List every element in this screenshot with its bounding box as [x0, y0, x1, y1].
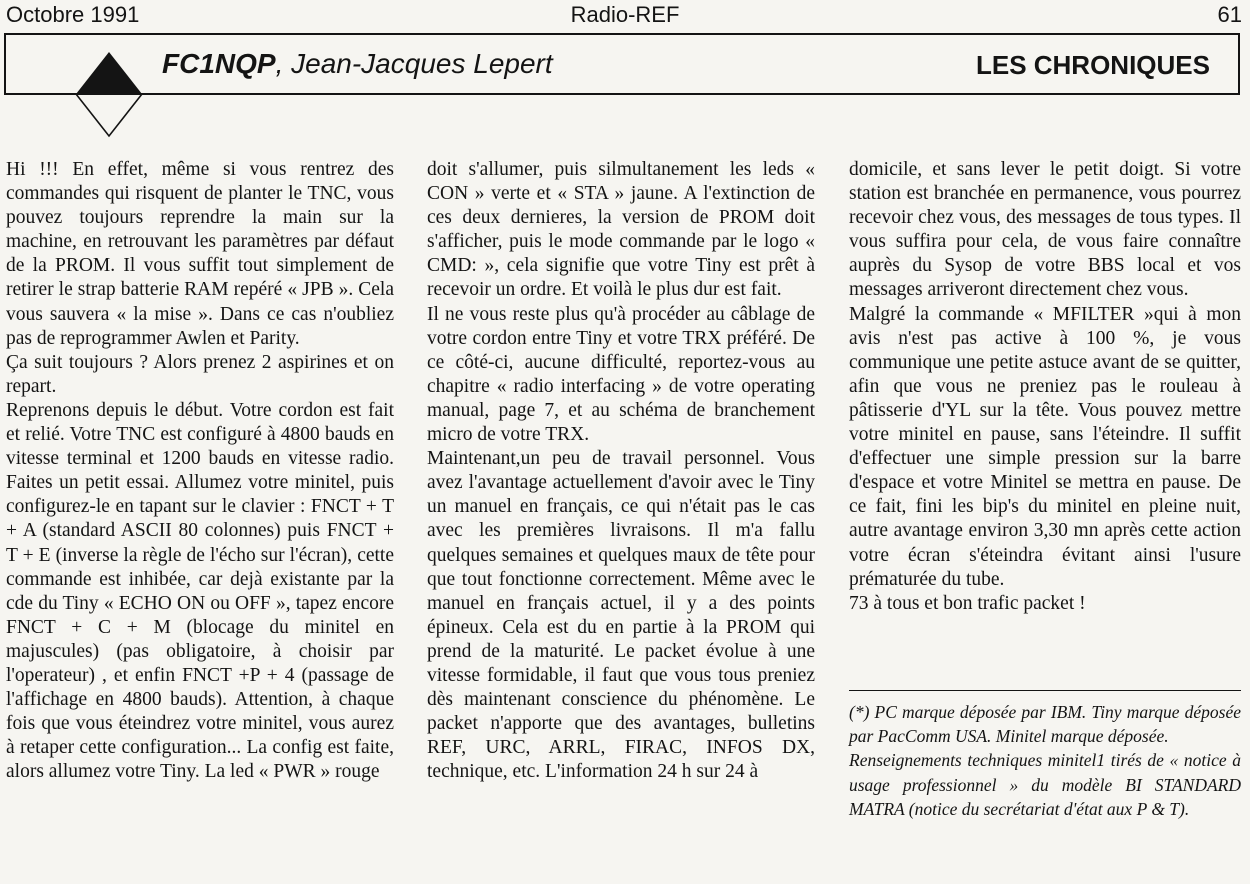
author-line [162, 47, 553, 81]
paragraph: Il ne vous reste plus qu'à procéder au câblage de votre cordon entre Tiny et votre TRX préféré. De ce côté-ci, aucune difficulté, reportez-vous au chapitre « radio interfacing » de votre operating manual, page 7, et au schéma de branchement micro de votre TRX. [427, 303, 815, 446]
author-callsign: FC1NQP [162, 48, 276, 79]
issue-date: Octobre 1991 [6, 2, 140, 27]
paragraph: doit s'allumer, puis silmultanement les leds « CON » verte et « STA » jaune. A l'extinction de ces deux dernieres, la version de PROM doit s'afficher, puis le mode commande par le logo « CMD: », cela signifie que votre Tiny est prêt à recevoir un ordre. Et voilà le plus dur est fait. [427, 159, 815, 301]
footnotes [849, 700, 1241, 821]
article-column-3 [849, 158, 1241, 616]
paragraph: Reprenons depuis le début. Votre cordon est fait et relié. Votre TNC est configuré à 4800 bauds en vitesse terminal et 1200 bauds en vitesse radio. Faites un petit essai. Allumez votre minitel, puis configurez-le en tapant sur le clavier : FNCT + T + A (standard ASCII 80 colonnes) puis FNCT + T + E (inverse la règle de l'écho sur l'écran), cette commande est inhibée, car dejà existante par la cde du Tiny « ECHO ON ou OFF », tapez encore FNCT + C + M (blocage du minitel en majuscules) (pas obligatoire, à choisir par l'operateur) , et enfin FNCT +P + 4 (passage de l'affichage en 4800 bauds). Attention, à chaque fois que vous éteindrez votre minitel, vous aurez à retaper cette configuration... La config est faite, alors allumez votre Tiny. La led « PWR » rouge [6, 399, 394, 783]
paragraph: Ça suit toujours ? Alors prenez 2 aspirines et on repart. [6, 351, 394, 397]
paragraph: domicile, et sans lever le petit doigt. Si votre station est branchée en permanence, vous pourrez recevoir chez vous, des messages de tous types. Il vous suffira pour cela, de vous faire connaître auprès du Sysop de votre BBS local et vos messages arriveront directement chez vous. [849, 159, 1241, 301]
footnote-sources: Renseignements techniques minitel1 tirés de « notice à usage professionnel » du modèle BI STANDARD MATRA (notice du secrétariat d'état aux P & T). [849, 750, 1241, 819]
paragraph: Malgré la commande « MFILTER »qui à mon avis n'est pas active à 100 %, je vous communique une petite astuce avant de se quitter, afin que vous ne preniez pas le rouleau à pâtisserie d'YL sur la tête. Vous pouvez mettre votre minitel en pause, sans l'éteindre. Il suffit d'effectuer une simple pression sur la barre d'espace et votre Minitel se mettra en pause. De ce fait, fini les bip's du minitel en pleine nuit, autre avantage environ 3,30 mn après cette action votre écran s'éteindra évitant ainsi l'usure prématurée du tube. [849, 303, 1241, 590]
running-head [0, 0, 1250, 30]
article-banner [4, 33, 1240, 95]
article-column-2 [427, 158, 815, 784]
footnote-trademarks: (*) PC marque déposée par IBM. Tiny marque déposée par PacComm USA. Minitel marque déposée. [849, 702, 1241, 747]
paragraph: 73 à tous et bon trafic packet ! [849, 592, 1086, 614]
author-name: , Jean-Jacques Lepert [275, 48, 553, 79]
section-title: LES CHRONIQUES [975, 50, 1210, 80]
footnote-divider [849, 690, 1241, 691]
magazine-title: Radio-REF [570, 2, 680, 27]
page-number: 61 [1217, 2, 1242, 27]
article-column-1 [6, 158, 394, 784]
paragraph: Hi !!! En effet, même si vous rentrez des commandes qui risquent de planter le TNC, vous pouvez toujours reprendre la main sur la machine, en retrouvant les paramètres par défaut de la PROM. Il vous suffit tout simplement de retirer le strap batterie RAM repéré « JPB ». Cela vous sauvera « la mise ». Dans ce cas n'oubliez pas de reprogrammer Awlen et Parity. [6, 159, 394, 349]
paragraph: Maintenant,un peu de travail personnel. Vous avez l'avantage actuellement d'avoir avec le Tiny un manuel en français, ce qui n'était pas le cas avec les premières livraisons. Il m'a fallu quelques semaines et quelques maux de tête pour que tout fonctionne correctement. Même avec le manuel en français actuel, il y a des points épineux. Cela est du en partie à la PROM qui prend de la maturité. Le packet évolue à une vitesse formidable, il faut que vous tous preniez dès maintenant conscience du phénomène. Le packet n'apporte que des avantages, bulletins REF, URC, ARRL, FIRAC, INFOS DX, technique, etc. L'information 24 h sur 24 à [427, 448, 815, 783]
triangle-logo-icon [74, 50, 144, 140]
